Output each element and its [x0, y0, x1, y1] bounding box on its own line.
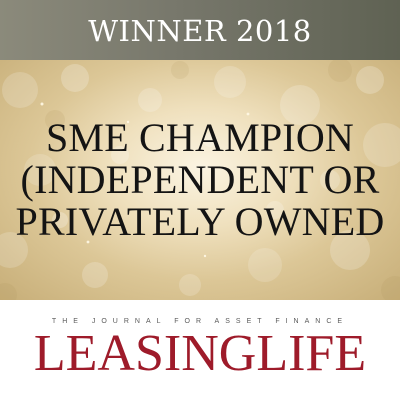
award-category [0, 60, 400, 300]
leasing-life-logo [0, 326, 400, 382]
award-line-1: SME CHAMPION [45, 115, 354, 160]
publisher-logo-area [0, 300, 400, 400]
award-line-2: (INDEPENDENT OR [20, 157, 380, 202]
header-title: WINNER 2018 [88, 14, 312, 48]
award-line-3: PRIVATELY OWNED [15, 199, 385, 244]
publisher-tagline: THE JOURNAL FOR ASSET FINANCE [51, 318, 349, 325]
header-band [0, 0, 400, 60]
logo-word-leasing: LEASING [33, 325, 257, 382]
bokeh-background-panel [0, 60, 400, 300]
logo-word-life: LIFE [256, 325, 367, 382]
